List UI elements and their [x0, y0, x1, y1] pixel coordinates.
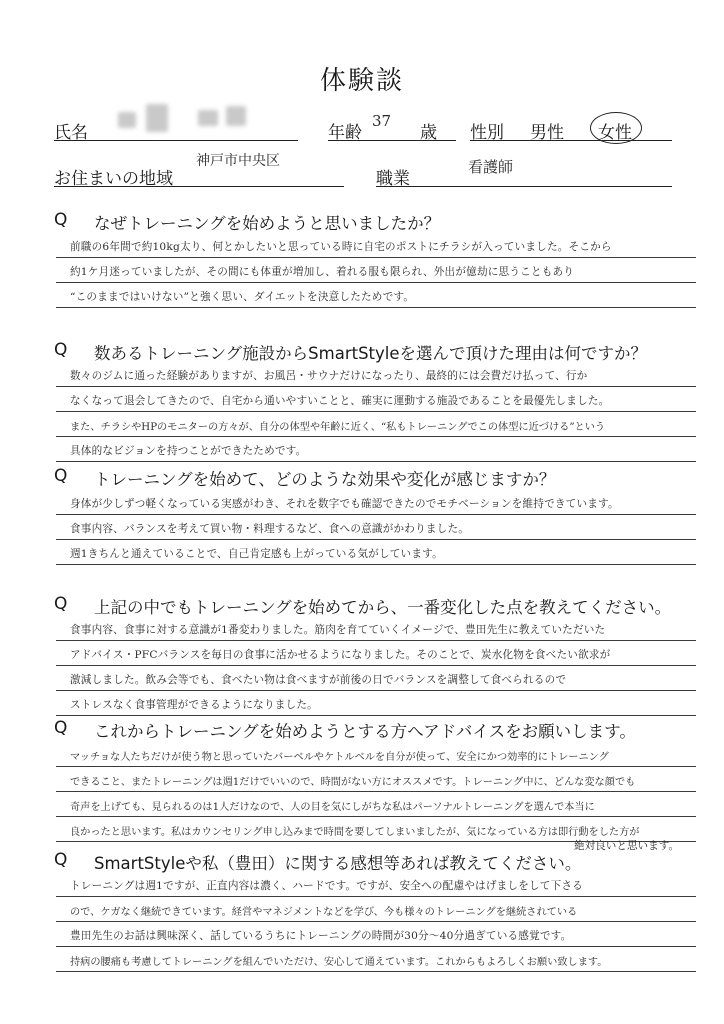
- question-4-text: 上記の中でもトレーニングを始めてから、一番変化した点を教えてください。: [94, 598, 672, 617]
- gender-label: 性別: [470, 123, 504, 143]
- answer-1: [56, 233, 696, 308]
- answer-line: 前職の6年間で約10kg太り、何とかしたいと思っている時に自宅のポストにチラシが入っていました。そこから: [56, 233, 696, 258]
- answer-5: [56, 742, 696, 842]
- age-underline: [328, 140, 456, 141]
- age-unit: 歳: [420, 123, 437, 143]
- answer-line: 持病の腰痛も考慮してトレーニングを組んでいただけ、安心して通えています。これからもよろしくお願い致します。: [56, 947, 696, 972]
- answer-line: また、チラシやHPのモニターの方々が、自分の体型や年齢に近く、“私もトレーニングでこの体型に近づける”という: [56, 412, 696, 437]
- answer-line: 激減しました。飲み会等でも、食べたい物は食べますが前後の日でバランスを調整して食べられるので: [56, 666, 696, 691]
- answer-3: [56, 490, 696, 565]
- q-mark: Q: [54, 718, 68, 738]
- region-value: 神戸市中央区: [196, 153, 280, 169]
- age-value: 37: [372, 112, 392, 130]
- answer-line: 良かったと思います。私はカウンセリング申し込みまで時間を要してしまいましたが、気になっている方は即行動をした方が: [56, 817, 696, 842]
- answer-line: 約1ケ月迷っていましたが、その間にも体重が増加し、着れる服も限られ、外出が億劫に思うこともあり: [56, 258, 696, 283]
- redacted-name-mark: [118, 112, 136, 128]
- question-6-text: SmartStyleや私（豊田）に関する感想等あれば教えてください。: [94, 854, 582, 873]
- answer-5-extra: 絶対良いと思います。: [574, 840, 680, 852]
- answer-line: 食事内容、食事に対する意識が1番変わりました。筋肉を育てていくイメージで、豊田先生に教えていただいた: [56, 616, 696, 641]
- gender-underline: [470, 140, 672, 141]
- question-5: [54, 718, 694, 742]
- answer-line: 豊田先生のお話は興味深く、話しているうちにトレーニングの時間が30分～40分過ぎている感覚です。: [56, 922, 696, 947]
- q-mark: Q: [54, 210, 68, 230]
- question-2-text: 数あるトレーニング施設からSmartStyleを選んで頂けた理由は何ですか？: [94, 344, 648, 363]
- question-1: [54, 210, 694, 234]
- question-3-text: トレーニングを始めて、どのような効果や変化が感じますか？: [94, 470, 556, 489]
- answer-line: 奇声を上げても、見られるのは1人だけなので、人の目を気にしがちな私はパーソナルトレーニングを選んで本当に: [56, 792, 696, 817]
- answer-line: ストレスなく食事管理ができるようになりました。: [56, 691, 696, 716]
- answer-4: [56, 616, 696, 716]
- answer-line: アドバイス・PFCバランスを毎日の食事に活かせるようになりました。そのことで、炭水化物を食べたい欲求が: [56, 641, 696, 666]
- answer-line: 週1きちんと通えていることで、自己肯定感も上がっている気がしています。: [56, 540, 696, 565]
- answer-line: なくなって退会してきたので、自宅から通いやすいことと、確実に運動する施設であることを最優先しました。: [56, 387, 696, 412]
- question-1-text: なぜトレーニングを始めようと思いましたか？: [94, 214, 441, 233]
- answer-line: トレーニングは週1ですが、正直内容は濃く、ハードです。ですが、安全への配慮やはげましをして下さる: [56, 872, 696, 897]
- redacted-name-mark: [146, 104, 168, 132]
- answer-line: “このままではいけない”と強く思い、ダイエットを決意したためです。: [56, 283, 696, 308]
- region-label: お住まいの地域: [54, 169, 173, 189]
- question-5-text: これからトレーニングを始めようとする方へアドバイスをお願いします。: [94, 722, 636, 741]
- answer-line: 具体的なビジョンを持つことができたためです。: [56, 437, 696, 462]
- age-label: 年齢: [328, 123, 362, 143]
- answer-line: 身体が少しずつ軽くなっている実感がわき、それを数字でも確認できたのでモチベーションを維持できています。: [56, 490, 696, 515]
- question-3: [54, 466, 694, 490]
- name-underline: [54, 140, 298, 141]
- job-label: 職業: [376, 169, 410, 189]
- q-mark: Q: [54, 340, 68, 360]
- gender-option-male: 男性: [530, 123, 564, 143]
- q-mark: Q: [54, 594, 68, 614]
- answer-line: マッチョな人たちだけが使う物と思っていたバーベルやケトルベルを自分が使って、安全にかつ効率的にトレーニング: [56, 742, 696, 767]
- answer-6: [56, 872, 696, 972]
- redacted-name-mark: [198, 110, 218, 126]
- gender-option-female: 女性: [598, 123, 632, 143]
- answer-line: 数々のジムに通った経験がありますが、お風呂・サウナだけになったり、最終的には会費だけ払って、行か: [56, 362, 696, 387]
- answer-line: 食事内容、バランスを考えて買い物・料理するなど、食への意識がかわりました。: [56, 515, 696, 540]
- job-underline: [376, 186, 672, 187]
- q-mark: Q: [54, 466, 68, 486]
- redacted-name-mark: [226, 106, 246, 126]
- answer-2: [56, 362, 696, 462]
- question-2: [54, 340, 694, 364]
- region-underline: [54, 186, 344, 187]
- question-6: [54, 850, 694, 874]
- question-4: [54, 594, 694, 618]
- page-title: 体験談: [319, 66, 404, 96]
- answer-line: できること、またトレーニングは週1だけでいいので、時間がない方にオススメです。トレーニング中に、どんな変な顔でも: [56, 767, 696, 792]
- q-mark: Q: [54, 850, 68, 870]
- name-label: 氏名: [54, 123, 88, 143]
- job-value: 看護師: [468, 158, 514, 176]
- answer-line: ので、ケガなく継続できています。経営やマネジメントなどを学び、今も様々のトレーニングを継続されている: [56, 897, 696, 922]
